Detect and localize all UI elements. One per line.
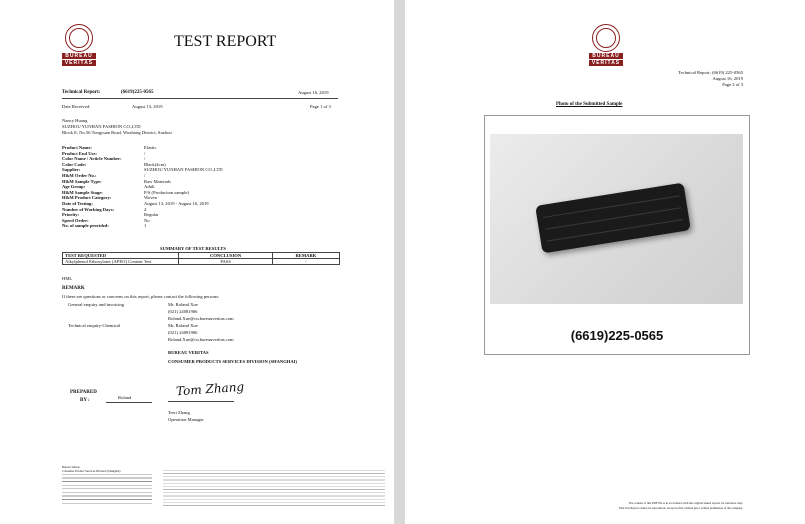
- prepared-label: PREPARED: [70, 390, 97, 395]
- elastic-band-image: [535, 183, 691, 254]
- bureau-veritas-logo: [62, 24, 96, 66]
- detail-row: H&M Order No.: /: [62, 172, 146, 178]
- client-company: SUZHOU YUNHAN FASHION CO.,LTD: [62, 124, 141, 129]
- header-rule: [62, 98, 338, 99]
- detail-row: Number of Working Days: 4: [62, 206, 147, 212]
- page2-page-number: Page 2 of 3: [722, 82, 743, 87]
- contact-phone: (021) 24081906: [168, 309, 198, 314]
- signer-name: Terri Zhang: [168, 410, 190, 415]
- contact-role: General enquiry and invoicing: [68, 302, 124, 307]
- contact-phone: (021) 24081906: [168, 330, 198, 335]
- summary-table: [62, 252, 340, 265]
- seal-icon: [592, 24, 620, 52]
- photo-caption: (6619)225-0565: [570, 328, 664, 343]
- report-number: (6619)225-0565: [121, 90, 154, 95]
- date-received-label: Date Received:: [62, 104, 91, 109]
- detail-row: Priority: Regular: [62, 212, 159, 218]
- footer-legal-text: [163, 470, 385, 508]
- detail-row: Product End Use: /: [62, 150, 146, 156]
- table-cell: PASS: [179, 259, 273, 265]
- table-cell: Alkylphenol Ethoxylates (APEO) Content Test: [63, 259, 179, 265]
- product-details: [62, 145, 302, 229]
- prepared-rule: [106, 402, 152, 403]
- detail-row: Speed Order: No: [62, 217, 150, 223]
- logo-bar-veritas: VERITAS: [62, 60, 96, 66]
- seal-icon: [65, 24, 93, 52]
- by-label: BY :: [80, 398, 90, 403]
- hml-label: HML: [62, 276, 73, 281]
- summary-header: TEST REQUESTED: [63, 253, 179, 259]
- photo-title: Photo of the Submitted Sample: [556, 102, 623, 107]
- footer-company: Bureau Veritas: [62, 465, 80, 469]
- detail-row: H&M Product Category: Woven: [62, 195, 157, 201]
- contact-name: Mr. Roland Xue: [168, 323, 198, 328]
- remark-intro: If there are questions or concerns on this report, please contact the following persons:: [62, 294, 220, 299]
- client-address: Block E, No.56 Tongyuan Road, Wuzhong District, Suzhou: [62, 130, 172, 135]
- sample-photo: [490, 134, 743, 304]
- prepared-by: Roland: [118, 395, 132, 400]
- signature-rule: [168, 401, 234, 402]
- detail-row: Supplier: SUZHOU YUNHAN FASHION CO.,LTD: [62, 167, 223, 173]
- detail-row: No. of sample provided: 1: [62, 223, 147, 229]
- signature: Tom Zhang: [175, 379, 245, 399]
- client-contact: Nancy Huang: [62, 118, 88, 123]
- table-row: [63, 259, 340, 265]
- logo-bar-veritas: VERITAS: [589, 60, 623, 66]
- summary-title: SUMMARY OF TEST RESULTS: [160, 246, 226, 251]
- org-name: BUREAU VERITAS: [168, 350, 209, 355]
- detail-row: Date of Testing: August 13, 2019 - August 16, 2019: [62, 200, 209, 206]
- detail-row: H&M Sample Stage: P/S (Production sample): [62, 189, 189, 195]
- detail-row: Age Group: Adult: [62, 184, 155, 190]
- footer-line-1: The content of this PDF file is in accordance with the original issued reports for reference only.: [628, 501, 743, 505]
- report-page-2: [405, 0, 805, 524]
- org-division: CONSUMER PRODUCTS SERVICES DIVISION (SHANGHAI): [168, 359, 297, 364]
- technical-report-label: Technical Report:: [62, 90, 101, 95]
- logo-bar-bureau: BUREAU: [62, 53, 96, 59]
- sample-photo-frame: [484, 115, 750, 355]
- detail-row: Color Code: Black(4cm): [62, 161, 166, 167]
- contact-name: Mr. Roland Xue: [168, 302, 198, 307]
- contact-email[interactable]: Roland.Xue@cn.bureauveritas.com: [168, 337, 234, 342]
- report-page-1: [0, 0, 394, 524]
- detail-row: Product Name: Elastic: [62, 145, 157, 150]
- remark-heading: REMARK: [62, 286, 85, 291]
- page2-technical-report: Technical Report: (6619) 225-0565: [678, 70, 743, 75]
- page2-date: August 16, 2019: [712, 76, 743, 81]
- logo-bar-bureau: BUREAU: [589, 53, 623, 59]
- date-received: August 13, 2019: [132, 104, 163, 109]
- page-number: Page 1 of 3: [310, 104, 331, 109]
- footer-line-2: This Test Report cannot be reproduced, except in full, without prior written permission of the company.: [618, 506, 743, 510]
- contact-role: Technical enquiry-Chemical: [68, 323, 121, 328]
- summary-header: REMARK: [272, 253, 339, 259]
- footer-fine-print: [62, 474, 152, 504]
- issue-date: August 16, 2019: [298, 90, 329, 95]
- summary-header: CONCLUSION: [179, 253, 273, 259]
- page-gap: [394, 0, 405, 524]
- signer-title: Operation Manager: [168, 417, 204, 422]
- report-title: TEST REPORT: [174, 33, 277, 50]
- detail-row: H&M Sample Type: Raw Materials: [62, 178, 171, 184]
- detail-row: Color Name / Article Number: /: [62, 156, 146, 162]
- table-cell: -: [272, 259, 339, 265]
- bureau-veritas-logo: [589, 24, 623, 66]
- contact-email[interactable]: Roland.Xue@cn.bureauveritas.com: [168, 316, 234, 321]
- footer-address: Consumer Product Services Division (Shanghai): [62, 469, 121, 473]
